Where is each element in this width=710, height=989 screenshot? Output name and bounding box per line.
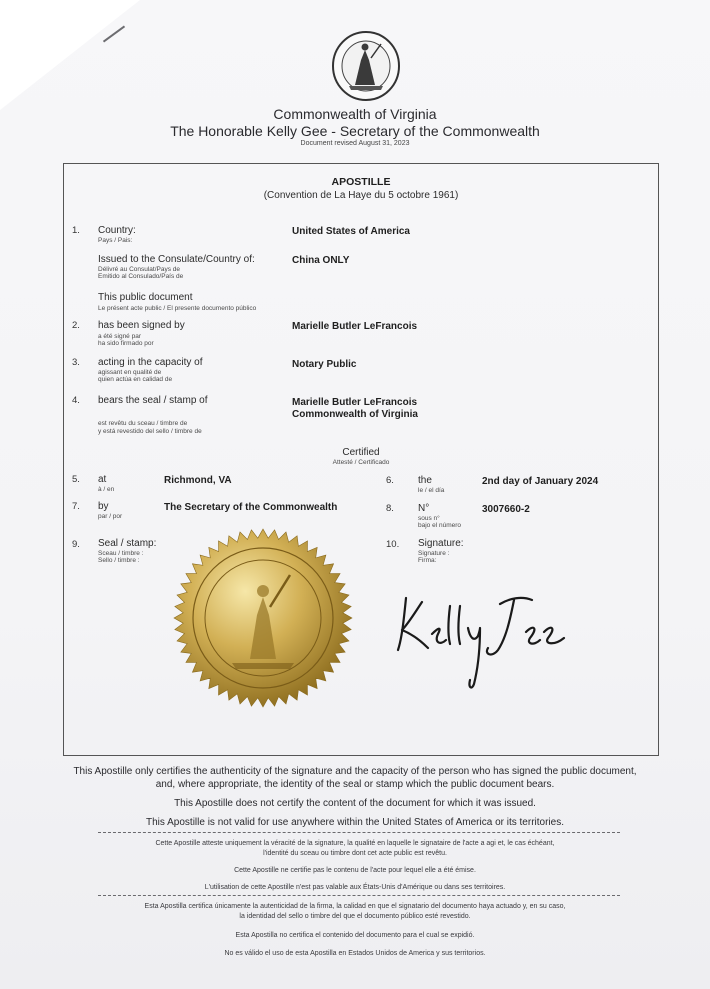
paper-fold bbox=[0, 0, 140, 110]
apostille-subtitle: (Convention de La Haye du 5 octobre 1961) bbox=[263, 190, 459, 201]
field-7-value: The Secretary of the Commonwealth bbox=[164, 502, 338, 513]
field-2-value: Marielle Butler LeFrancois bbox=[292, 321, 418, 332]
field-3-sub-fr: agissant en qualité de bbox=[98, 369, 162, 376]
field-10-sub-es: Firma: bbox=[418, 557, 437, 564]
certified-label: Certified bbox=[342, 447, 380, 458]
field-7-sub: par / por bbox=[98, 513, 123, 520]
field-10-label: Signature: bbox=[418, 538, 464, 549]
footer-fr-line2: l'identité du sceau ou timbre dont cet acte public est revêtu. bbox=[263, 850, 447, 857]
field-9-sub-fr: Sceau / timbre : bbox=[98, 550, 144, 557]
issued-sub-fr: Délivré au Consulat/Pays de bbox=[98, 266, 181, 273]
field-5-label: at bbox=[98, 474, 107, 485]
virginia-seal-emblem-icon bbox=[331, 30, 401, 102]
field-4-sub-fr: est revêtu du sceau / timbre de bbox=[98, 420, 188, 427]
field-7-number: 7. bbox=[72, 501, 80, 512]
footer-fr-line3: Cette Apostille ne certifie pas le contenu de l'acte pour lequel elle a été émise. bbox=[234, 867, 476, 874]
footer-es-line3: Esta Apostilla no certifica el contenido del documento para el cual se expidió. bbox=[235, 932, 475, 939]
issued-label: Issued to the Consulate/Country of: bbox=[98, 254, 255, 265]
field-1-label: Country: bbox=[98, 225, 136, 236]
apostille-title: APOSTILLE bbox=[331, 176, 391, 188]
public-document-label: This public document bbox=[98, 292, 193, 303]
field-2-sub-fr: a été signé par bbox=[98, 333, 142, 340]
field-4-sub-es: y está revestido del sello / timbre de bbox=[98, 428, 202, 435]
field-8-number: 8. bbox=[386, 503, 394, 514]
issued-value: China ONLY bbox=[292, 255, 350, 266]
field-9-label: Seal / stamp: bbox=[98, 538, 157, 549]
footer-divider-2 bbox=[98, 895, 620, 896]
footer-es-line4: No es válido el uso de esta Apostilla en Estados Unidos de America y sus territorios. bbox=[224, 950, 486, 957]
field-5-number: 5. bbox=[72, 474, 80, 485]
public-document-sub: Le présent acte public / El presente documento público bbox=[98, 305, 257, 312]
field-3-label: acting in the capacity of bbox=[98, 357, 203, 368]
field-8-value: 3007660-2 bbox=[482, 504, 530, 515]
field-4-label: bears the seal / stamp of bbox=[98, 395, 208, 406]
field-4-value-commonwealth: Commonwealth of Virginia bbox=[292, 409, 418, 420]
header-secretary: The Honorable Kelly Gee - Secretary of the Commonwealth bbox=[170, 123, 540, 139]
field-6-sub: le / el día bbox=[418, 487, 445, 494]
field-9-sub-es: Sello / timbre : bbox=[98, 557, 140, 564]
footer-divider-1 bbox=[98, 832, 620, 833]
footer-en-line4: This Apostille is not valid for use anywhere within the United States of America or its territories. bbox=[146, 817, 564, 828]
field-5-sub: à / en bbox=[98, 486, 115, 493]
field-10-number: 10. bbox=[386, 539, 400, 550]
field-9-number: 9. bbox=[72, 539, 80, 550]
field-4-value-name: Marielle Butler LeFrancois bbox=[292, 397, 418, 408]
field-8-sub-es: bajo el número bbox=[418, 522, 461, 529]
footer-en-line2: and, where appropriate, the identity of the seal or stamp which the public document bears. bbox=[155, 779, 555, 790]
handwritten-signature bbox=[388, 588, 576, 694]
footer-fr-line1: Cette Apostille atteste uniquement la véracité de la signature, la qualité en laquelle le signataire de l'acte a agi et, le cas échéant, bbox=[155, 840, 555, 847]
field-2-label: has been signed by bbox=[98, 320, 185, 331]
field-6-number: 6. bbox=[386, 475, 394, 486]
field-1-value: United States of America bbox=[292, 226, 410, 237]
field-6-label: the bbox=[418, 475, 432, 486]
field-3-value: Notary Public bbox=[292, 359, 357, 370]
footer-en-line3: This Apostille does not certify the content of the document for which it was issued. bbox=[174, 798, 536, 809]
footer-fr-line4: L'utilisation de cette Apostille n'est pas valable aux États-Unis d'Amérique ou dans ses territoires. bbox=[204, 884, 506, 891]
field-5-value: Richmond, VA bbox=[164, 475, 232, 486]
field-4-number: 4. bbox=[72, 395, 80, 406]
issued-sub-es: Emitido al Consulado/País de bbox=[98, 273, 184, 280]
field-8-sub-fr: sous n° bbox=[418, 515, 440, 522]
field-3-sub-es: quien actúa en calidad de bbox=[98, 376, 173, 383]
field-1-sub: Pays / Pais: bbox=[98, 237, 133, 244]
footer-es-line1: Esta Apostilla certifica únicamente la autenticidad de la firma, la calidad en que el signatario del documento haya actuado y, en su caso, bbox=[144, 903, 566, 910]
field-6-value: 2nd day of January 2024 bbox=[482, 476, 599, 487]
certified-sub: Attesté / Certificado bbox=[332, 459, 390, 466]
footer-en-line1: This Apostille only certifies the authenticity of the signature and the capacity of the person who has signed the public document, bbox=[73, 766, 637, 777]
footer-es-line2: la identidad del sello o timbre del que el documento público esté revestido. bbox=[239, 913, 471, 920]
field-2-number: 2. bbox=[72, 320, 80, 331]
field-1-number: 1. bbox=[72, 225, 80, 236]
field-8-label: N° bbox=[418, 503, 430, 514]
field-2-sub-es: ha sido firmado por bbox=[98, 340, 154, 347]
header-commonwealth: Commonwealth of Virginia bbox=[273, 106, 437, 122]
gold-seal-icon bbox=[172, 527, 354, 709]
field-7-label: by bbox=[98, 501, 109, 512]
field-3-number: 3. bbox=[72, 357, 80, 368]
header-revised: Document revised August 31, 2023 bbox=[300, 140, 410, 147]
field-10-sub-fr: Signature : bbox=[418, 550, 450, 557]
